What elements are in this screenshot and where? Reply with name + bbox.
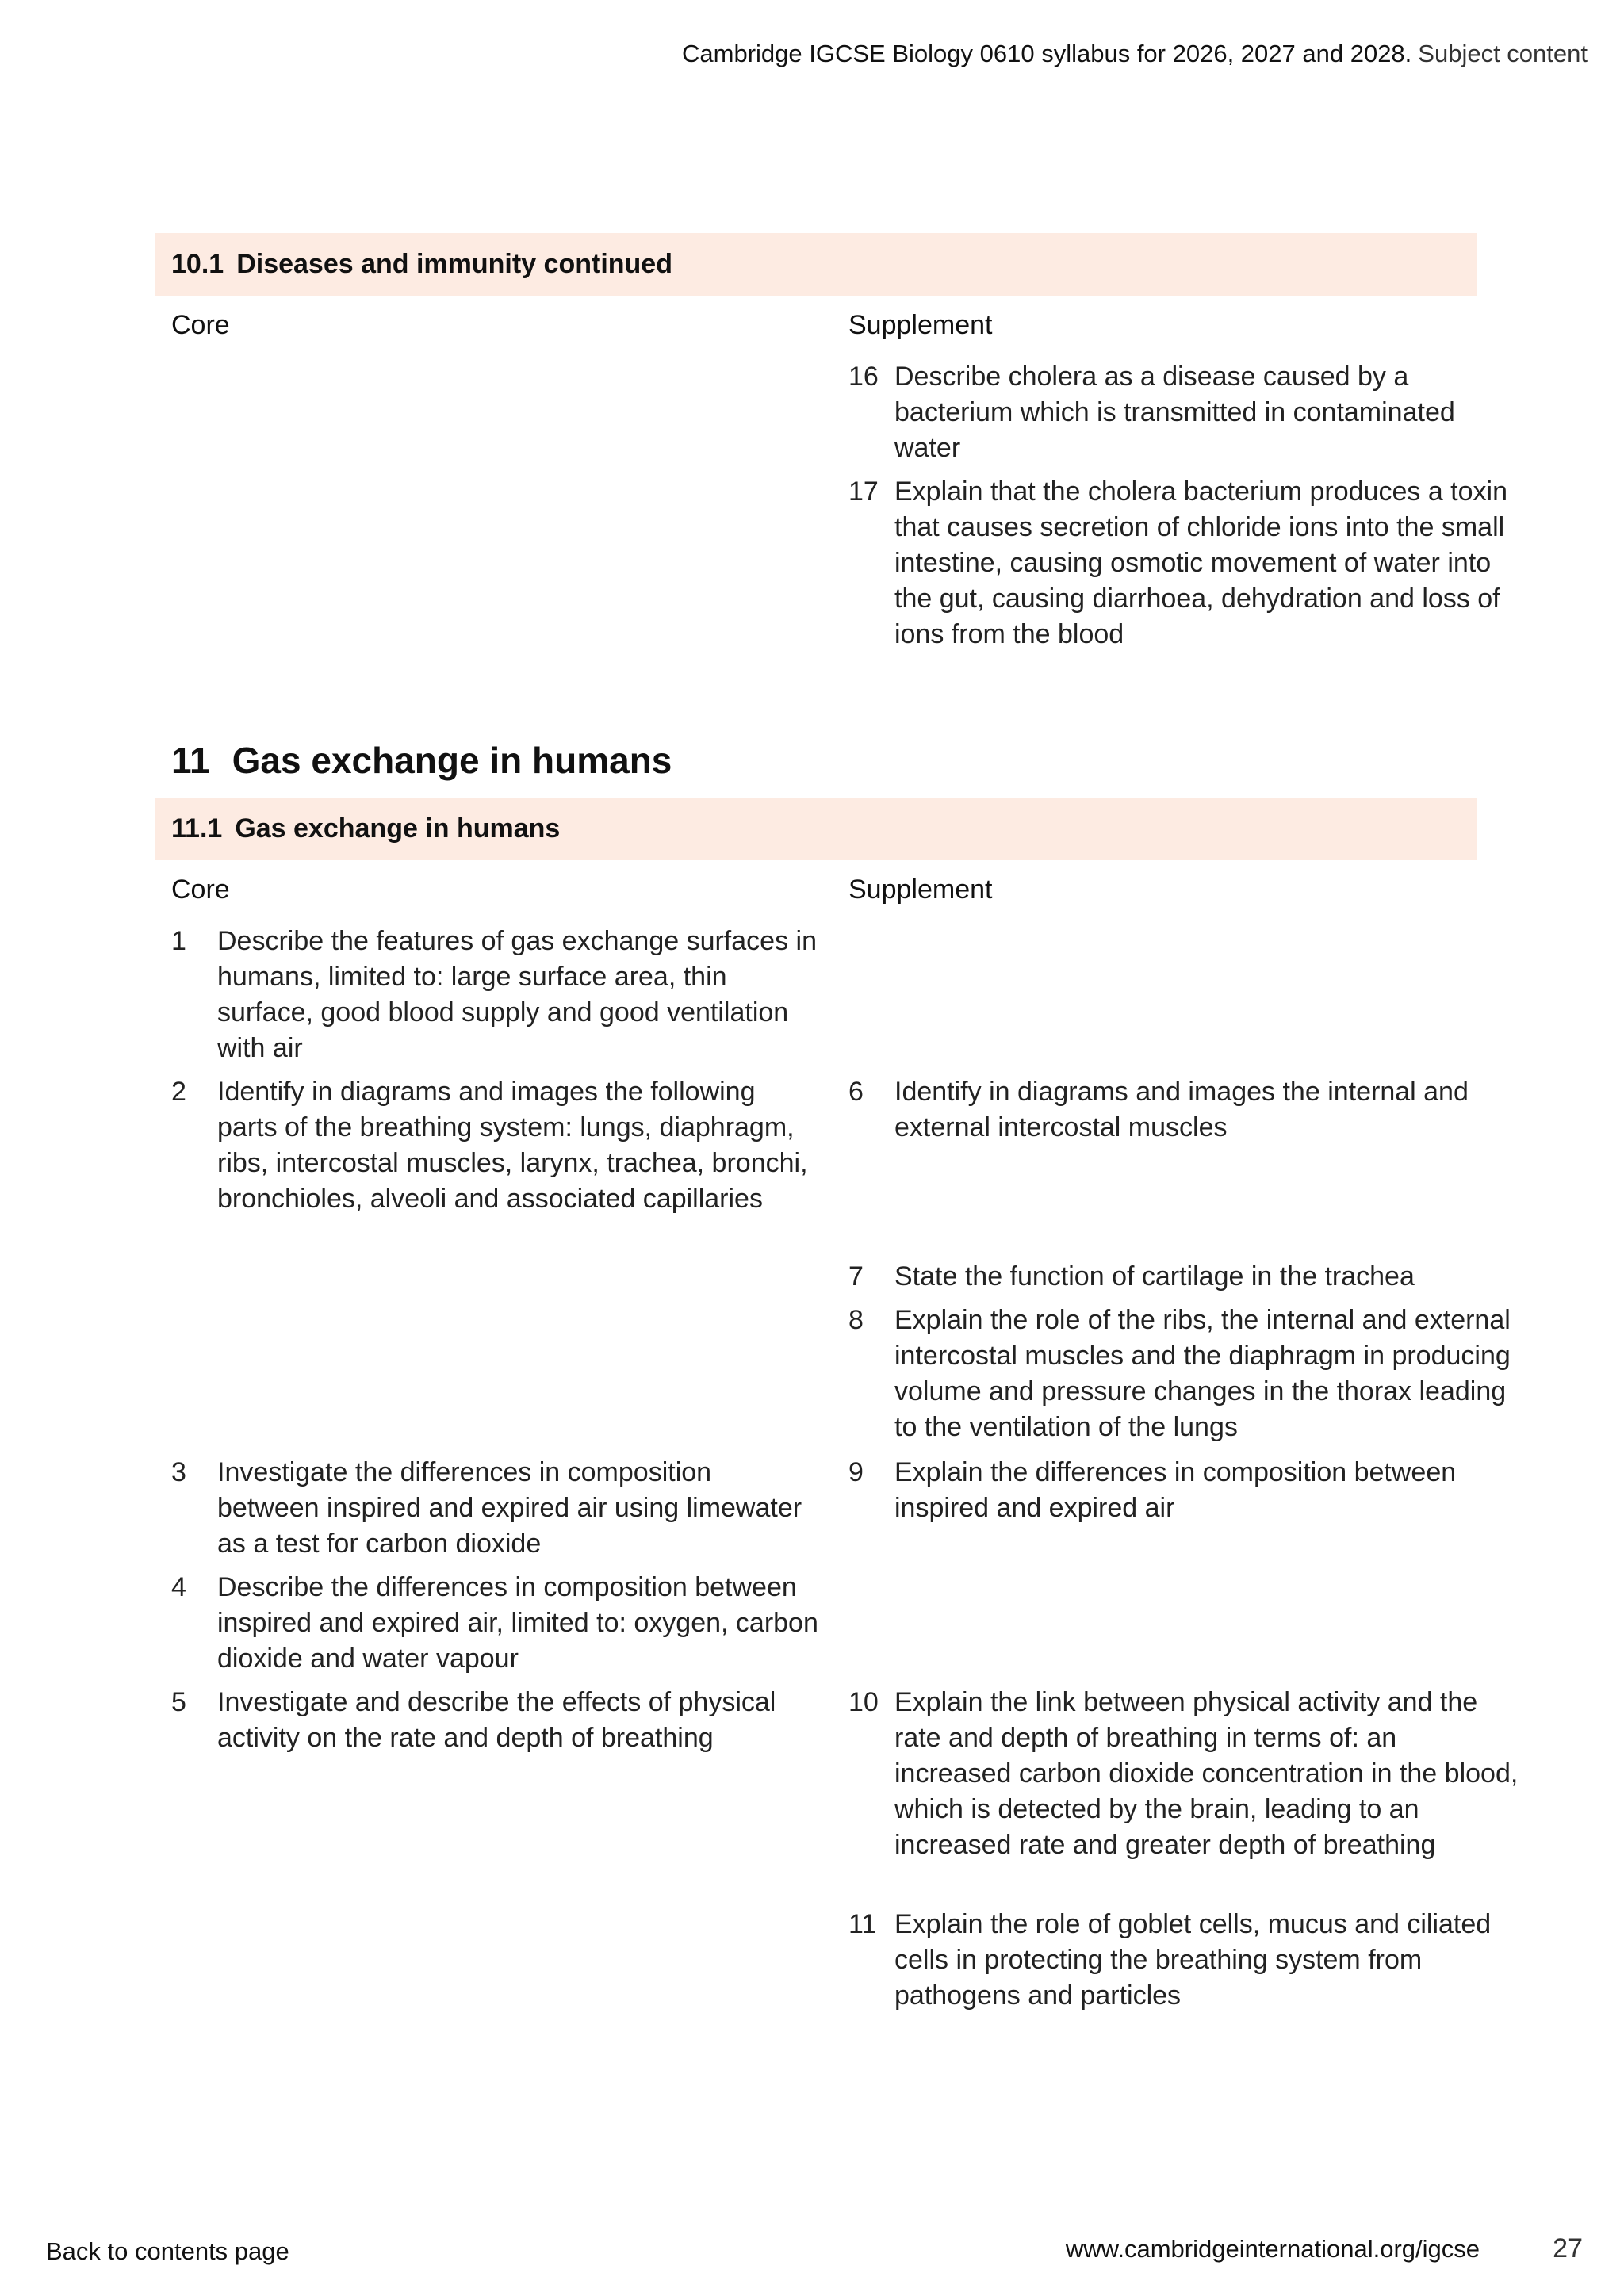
item-text: Identify in diagrams and images the following parts of the breathing system: lungs, diaphragm, ribs, intercostal muscles, larynx, trachea, bronchi, bronchioles, alveoli and associated capillaries [217, 1077, 808, 1214]
item-number: 9 [848, 1457, 864, 1487]
back-to-contents-link[interactable]: Back to contents page [46, 2237, 289, 2265]
section-title: Gas exchange in humans [235, 813, 561, 844]
item-number: 4 [171, 1572, 186, 1602]
core-item [171, 924, 820, 1066]
supplement-item [848, 359, 1521, 466]
supplement-item [848, 1074, 1521, 1146]
supplement-item [848, 1303, 1521, 1445]
item-number: 5 [171, 1687, 186, 1717]
chapter-number: 11 [171, 740, 210, 781]
item-text: Explain that the cholera bacterium produces a toxin that causes secretion of chloride ions into the small intestine, causing osmotic movement of water into the gut, causing diarrhoea, dehydration and loss of ions from the blood [894, 476, 1508, 649]
core-column-label: Core [171, 874, 230, 905]
page-number: 27 [1553, 2233, 1583, 2263]
item-text: Describe the differences in composition between inspired and expired air, limited to: oxygen, carbon dioxide and water vapour [217, 1572, 818, 1674]
section-number: 11.1 [171, 813, 223, 844]
item-text: Explain the role of goblet cells, mucus and ciliated cells in protecting the breathing system from pathogens and particles [894, 1909, 1492, 2011]
section-number: 10.1 [171, 249, 224, 279]
item-number: 17 [848, 476, 879, 507]
item-text: Investigate the differences in composition between inspired and expired air using limewater as a test for carbon dioxide [217, 1457, 802, 1559]
page-header [682, 40, 1588, 68]
section-10-1-heading [155, 233, 1477, 296]
item-number: 11 [848, 1909, 877, 1939]
item-number: 6 [848, 1077, 864, 1107]
item-text: Explain the link between physical activity and the rate and depth of breathing in terms of: an increased carbon dioxide concentration in the blood, which is detected by the brain, leading to an increased rate and greater depth of breathing [894, 1687, 1519, 1860]
document-title: Cambridge IGCSE Biology 0610 syllabus for 2026, 2027 and 2028. [682, 40, 1412, 67]
supplement-item [848, 474, 1521, 652]
item-number: 7 [848, 1261, 864, 1292]
supplement-item [848, 1685, 1521, 1863]
supplement-item [848, 1259, 1521, 1295]
item-text: Describe cholera as a disease caused by a bacterium which is transmitted in contaminated water [894, 362, 1455, 463]
chapter-title: Gas exchange in humans [232, 740, 672, 781]
core-item [171, 1074, 820, 1217]
core-item [171, 1455, 820, 1562]
item-number: 2 [171, 1077, 186, 1107]
section-11-1-heading [155, 798, 1477, 860]
item-text: Identify in diagrams and images the internal and external intercostal muscles [894, 1077, 1469, 1142]
item-text: Explain the differences in composition between inspired and expired air [894, 1457, 1457, 1523]
section-title: Diseases and immunity continued [236, 249, 672, 279]
item-text: Investigate and describe the effects of physical activity on the rate and depth of breathing [217, 1687, 776, 1753]
supplement-item [848, 1455, 1521, 1526]
item-number: 16 [848, 362, 879, 392]
item-text: State the function of cartilage in the trachea [894, 1261, 1415, 1292]
website-link[interactable]: www.cambridgeinternational.org/igcse [1065, 2235, 1480, 2263]
core-item [171, 1570, 820, 1677]
item-text: Explain the role of the ribs, the internal and external intercostal muscles and the diaphragm in producing volume and pressure changes in the thorax leading to the ventilation of the lungs [894, 1305, 1511, 1442]
supplement-column-label: Supplement [848, 874, 993, 905]
item-number: 10 [848, 1687, 879, 1717]
supplement-column-label: Supplement [848, 310, 993, 340]
item-text: Describe the features of gas exchange surfaces in humans, limited to: large surface area, thin surface, good blood supply and good ventilation with air [217, 926, 817, 1063]
core-item [171, 1685, 820, 1756]
supplement-item [848, 1907, 1521, 2014]
chapter-heading [171, 739, 672, 782]
core-column-label: Core [171, 310, 230, 340]
item-number: 8 [848, 1305, 864, 1335]
item-number: 1 [171, 926, 186, 956]
section-name: Subject content [1418, 40, 1588, 67]
item-number: 3 [171, 1457, 186, 1487]
